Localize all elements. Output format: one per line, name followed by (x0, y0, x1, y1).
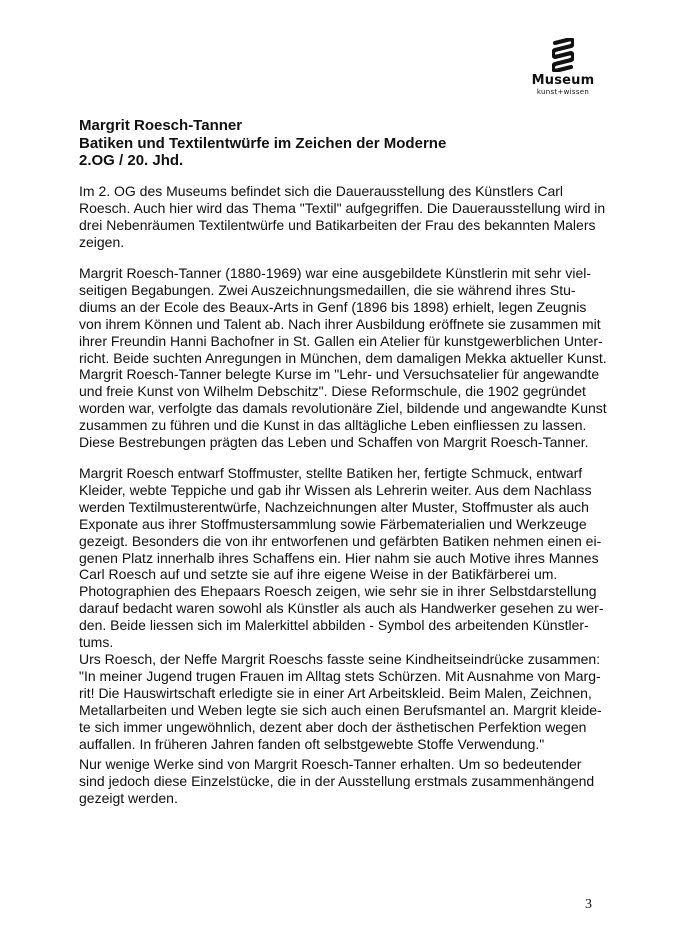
text-line: genen Platz innerhalb ihres Schaffens ein. Hier nahm sie auch Motive ihres Mannes (79, 549, 599, 566)
text-line: "In meiner Jugend trugen Frauen im Alltag stets Schürzen. Mit Ausnahme von Marg- (79, 667, 601, 684)
title-artist: Margrit Roesch-Tanner (79, 117, 243, 134)
text-line: den. Beide liessen sich im Malerkittel abbilden - Symbol des arbeitenden Künstler- (79, 617, 589, 634)
text-line: Margrit Roesch-Tanner belegte Kurse im "Lehr- und Versuchsatelier für angewandte (79, 366, 600, 383)
text-line: von ihrem Können und Talent ab. Nach ihrer Ausbildung eröffnete sie zusammen mit (79, 315, 601, 332)
text-line: seitigen Begabungen. Zwei Auszeichnungsmedaillen, die sie während ihres Stu- (79, 281, 576, 298)
title-location: 2.OG / 20. Jhd. (79, 152, 184, 169)
text-line: Im 2. OG des Museums befindet sich die Dauerausstellung des Künstlers Carl (79, 183, 564, 199)
logo-name: Museum (531, 73, 595, 88)
text-line: te sich immer ungewöhnlich, dezent aber doch der ästhetischen Perfektion wegen (79, 718, 587, 735)
text-line: worden war, verfolgte das damals revolutionäre Ziel, bildende und angewandte Kunst (79, 400, 607, 417)
title-exhibition: Batiken und Textilentwürfe im Zeichen der Moderne (79, 134, 447, 152)
text-line: und freie Kunst von Wilhelm Debschitz". Diese Reformschule, die 1902 gegründet (79, 383, 586, 400)
page-number: 3 (585, 897, 592, 912)
text-line: zeigen. (79, 233, 125, 250)
logo-subtitle: kunst+wissen (536, 88, 590, 96)
text-line: werden Textilmusterentwürfe, Nachzeichnungen alter Muster, Stoffmuster als auch (79, 498, 589, 515)
text-line: gezeigt werden. (79, 789, 178, 806)
text-line: Exponate aus ihrer Stoffmustersammlung sowie Färbematerialien und Werkzeuge (79, 515, 587, 532)
document-title (79, 117, 599, 170)
text-line: auffallen. In früheren Jahren fanden oft selbstgewebte Stoffe Verwendung." (79, 735, 545, 752)
museum-logo-icon (552, 38, 574, 72)
text-line: Nur wenige Werke sind von Margrit Roesch-Tanner erhalten. Um so bedeutender (79, 756, 582, 772)
text-line: zusammen zu führen und die Kunst in das alltägliche Leben einfliessen zu lassen. (79, 417, 587, 434)
paragraph-conclusion (79, 756, 609, 807)
text-line: Carl Roesch auf und setzte sie auf ihre eigene Weise in der Batikfärberei um. (79, 566, 558, 583)
text-line: Urs Roesch, der Neffe Margrit Roeschs fasste seine Kindheitseindrücke zusammen: (79, 650, 601, 667)
museum-logo (530, 38, 596, 96)
text-line: Metallarbeiten und Weben legte sie sich auch einen Berufsmantel an. Margrit kleide- (79, 701, 602, 718)
text-line: Margrit Roesch-Tanner (1880-1969) war eine ausgebildete Künstlerin mit sehr viel- (79, 265, 592, 281)
text-line: Roesch. Auch hier wird das Thema "Textil" aufgegriffen. Die Dauerausstellung wird in (79, 199, 606, 216)
text-line: Diese Bestrebungen prägten das Leben und Schaffen von Margrit Roesch-Tanner. (79, 434, 589, 451)
text-line: tums. (79, 634, 114, 651)
text-line: gezeigt. Besonders die von ihr entworfenen und gefärbten Batiken nehmen einen ei- (79, 532, 602, 549)
text-line: sind jedoch diese Einzelstücke, die in der Ausstellung erstmals zusammenhängend (79, 772, 595, 789)
text-line: rit! Die Hauswirtschaft erledigte sie in einer Art Arbeitskleid. Beim Malen, Zeichnen, (79, 684, 592, 701)
text-line: Photographien des Ehepaars Roesch zeigen, wie sehr sie in ihrer Selbstdarstellung (79, 583, 597, 600)
text-line: diums an der Ecole des Beaux-Arts in Genf (1896 bis 1898) erhielt, legen Zeugnis (79, 298, 587, 315)
text-line: darauf bedacht waren sowohl als Künstler als auch als Handwerker gesehen zu wer- (79, 600, 604, 617)
text-line: richt. Beide suchten Anregungen in München, dem damaligen Mekka aktueller Kunst. (79, 349, 607, 366)
paragraph-intro (79, 183, 609, 251)
paragraph-works (79, 465, 609, 752)
text-line: Kleider, webte Teppiche und gab ihr Wissen als Lehrerin weiter. Aus dem Nachlass (79, 481, 592, 498)
text-line: drei Nebenräumen Textilentwürfe und Batikarbeiten der Frau des bekannten Malers (79, 216, 596, 233)
text-line: ihrer Freundin Hanni Bachofner in St. Gallen ein Atelier für kunstgewerblichen Unter- (79, 332, 603, 349)
paragraph-biography (79, 265, 609, 451)
text-line: Margrit Roesch entwarf Stoffmuster, stellte Batiken her, fertigte Schmuck, entwarf (79, 465, 583, 481)
